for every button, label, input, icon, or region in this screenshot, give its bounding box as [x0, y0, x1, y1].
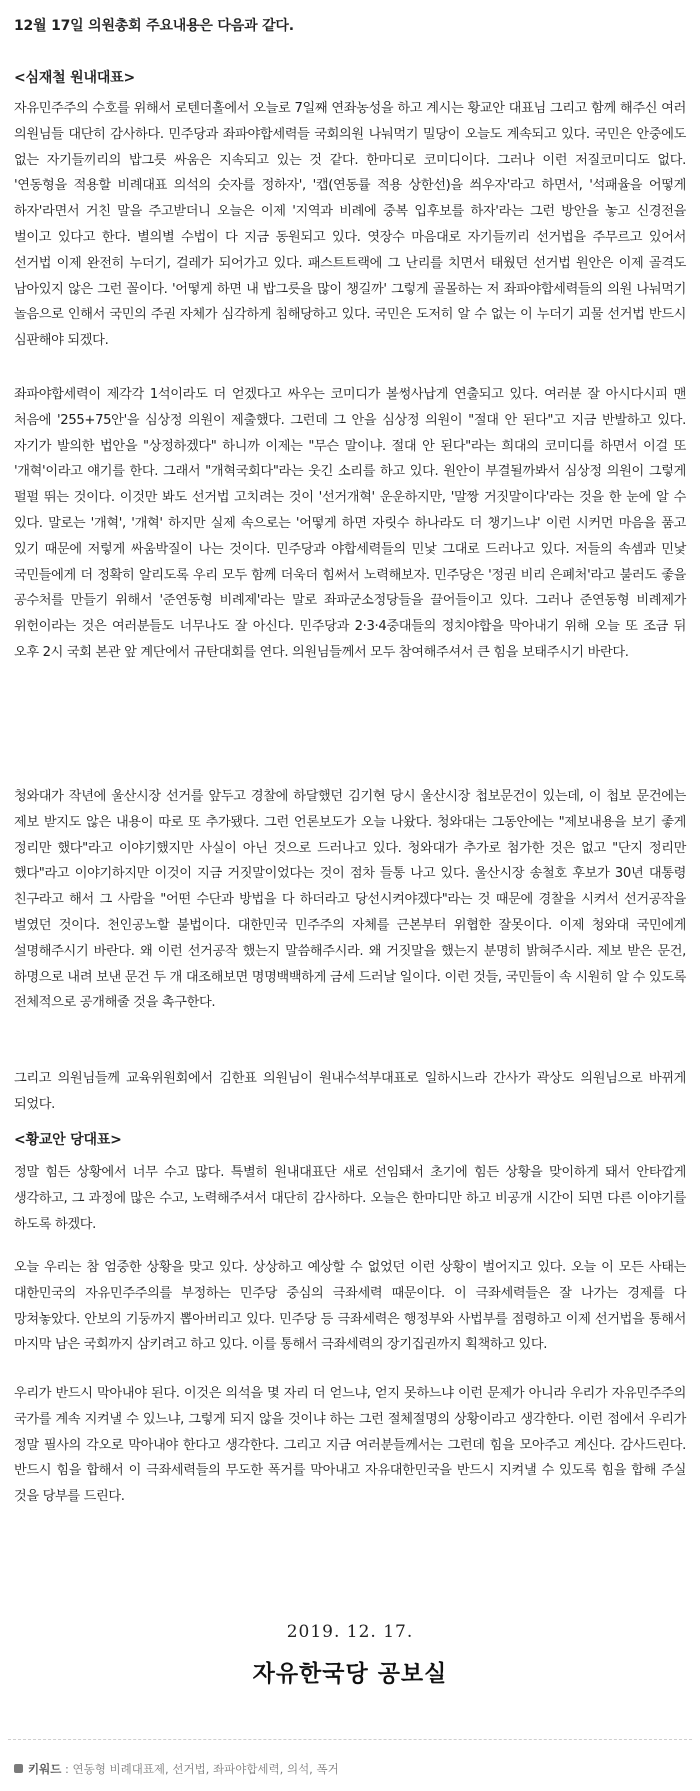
- shim-paragraph-4: 그리고 의원님들께 교육위원회에서 김한표 의원님이 원내수석부대표로 일하시느라 간사가 곽상도 의원님으로 바뀌게 되었다.: [14, 1071, 686, 1112]
- section-heading-shim: <심재철 원내대표>: [14, 70, 136, 86]
- footer-divider: [8, 1739, 692, 1740]
- intro-line: 12월 17일 의원총회 주요내용은 다음과 같다.: [14, 18, 294, 34]
- hwang-paragraph-3: 우리가 반드시 막아내야 된다. 이것은 의석을 몇 자리 더 얻느냐, 얻지 못하느냐 이런 문제가 아니라 우리가 자유민주주의 국가를 계속 지켜낼 수 있느냐, 그렇게 되지 않을 것이냐 하는 그런 절체절명의 상황이라고 생각한다. 이런 점에서 우리가 정말 필사의 각오로 막아내야 한다고 생각한다. 그리고 지금 여러분들께서는 그런데 힘을 모아주고 계신다. 감사드린다. 반드시 힘을 합해서 이 극좌세력들의 무도한 폭거를 막아내고 자유대한민국을 반드시 지켜낼 수 있도록 힘을 합해 주실 것을 당부를 드린다.: [14, 1386, 686, 1505]
- hwang-paragraph-2: 오늘 우리는 참 엄중한 상황을 맞고 있다. 상상하고 예상할 수 없었던 이런 상황이 벌어지고 있다. 오늘 이 모든 사태는 대한민국의 자유민주주의를 부정하는 민주당 중심의 극좌세력 때문이다. 이 극좌세력들은 잘 나가는 경제를 다 망쳐놓았다. 안보의 기둥까지 뽑아버리고 있다. 민주당 등 극좌세력은 행정부와 사법부를 점령하고 이제 선거법을 통해서 마지막 남은 국회까지 삼키려고 하고 있다. 이를 통해서 극좌세력의 장기집권까지 획책하고 있다.: [14, 1260, 686, 1353]
- tag-icon: [14, 1764, 23, 1773]
- issuing-office: 자유한국당 공보실: [252, 1661, 448, 1687]
- shim-paragraph-2: 좌파야합세력이 제각각 1석이라도 더 얻겠다고 싸우는 코미디가 볼썽사납게 연출되고 있다. 여러분 잘 아시다시피 맨 처음에 '255+75안'을 심상정 의원이 제출했다. 그런데 그 안을 심상정 의원이 "절대 안 된다"고 지금 반발하고 있다. 자기가 발의한 법안을 "상정하겠다" 하니까 이제는 "무슨 말이냐. 절대 안 된다"라는 희대의 코미디를 하면서 이걸 또 '개혁'이라고 얘기를 한다. 그래서 "개혁국회다"라는 웃긴 소리를 하고 있다. 원안이 부결될까봐서 심상정 의원이 그렇게 펄펄 뛰는 것이다. 이것만 봐도 선거법 고치려는 것이 '선거개혁' 운운하지만, '말짱 거짓말이다'라는 것을 한 눈에 알 수 있다. 말로는 '개혁', '개혁' 하지만 실제 속으로는 '어떻게 하면 자릿수 하나라도 더 챙기느냐' 이런 시커먼 마음을 품고 있기 때문에 저렇게 싸움박질이 나는 것이다. 민주당과 야합세력들의 민낯 그대로 드러나고 있다. 저들의 속셈과 민낯 국민들에게 더 정확히 알리도록 우리 모두 함께 더욱더 힘써서 노력해보자. 민주당은 '정권 비리 은폐처'라고 불러도 좋을 공수처를 만들기 위해서 '준연동형 비례제'라는 말로 좌파군소정당들을 끌어들이고 있다. 그러나 준연동형 비례제가 위헌이라는 것은 여러분들도 너무나도 잘 아신다. 민주당과 2·3·4중대들의 정치야합을 막아내기 위해 오늘 또 조금 뒤 오후 2시 국회 본관 앞 계단에서 규탄대회를 연다. 의원님들께서 모두 참여해주셔서 큰 힘을 보태주시기 바란다.: [14, 387, 686, 660]
- release-date: 2019. 12. 17.: [286, 1622, 414, 1642]
- shim-paragraph-3: 청와대가 작년에 울산시장 선거를 앞두고 경찰에 하달했던 김기현 당시 울산시장 첩보문건이 있는데, 이 첩보 문건에는 제보 받지도 않은 내용이 따로 또 추가됐다. 그런 언론보도가 오늘 나왔다. 청와대는 그동안에는 "제보내용을 보기 좋게 정리만 했다"라고 이야기했지만 사실이 아닌 것으로 드러나고 있다. 청와대가 추가로 첨가한 것은 없고 "단지 정리만 했다"라고 이야기하지만 이것이 지금 거짓말이었다는 것이 점차 들통 나고 있다. 울산시장 송철호 후보가 30년 대통령 친구라고 해서 그 사람을 "어떤 수단과 방법을 다 하더라고 당선시켜야겠다"라는 것 때문에 경찰을 시켜서 선거공작을 벌였던 것이다. 천인공노할 불법이다. 대한민국 민주주의 자체를 근본부터 위협한 잘못이다. 이제 청와대 국민에게 설명해주시기 바란다. 왜 이런 선거공작 했는지 말씀해주시라. 왜 거짓말을 했는지 분명히 밝혀주시라. 제보 받은 문건, 하명으로 내려 보낸 문건 두 개 대조해보면 명명백백하게 금세 드러날 일이다. 이런 것들, 국민들이 속 시원히 알 수 있도록 전체적으로 공개해줄 것을 촉구한다.: [14, 789, 686, 1011]
- keywords-list: : 연동형 비례대표제, 선거법, 좌파야합세력, 의석, 폭거: [64, 1762, 339, 1776]
- section-heading-hwang: <황교안 당대표>: [14, 1132, 122, 1148]
- keywords-row: [14, 1760, 339, 1778]
- hwang-paragraph-1: 정말 힘든 상황에서 너무 수고 많다. 특별히 원내대표단 새로 선임돼서 초기에 힘든 상황을 맞이하게 돼서 안타깝게 생각하고, 그 과정에 많은 수고, 노력해주셔서 대단히 감사하다. 오늘은 한마디만 하고 비공개 시간이 되면 다른 이야기를 하도록 하겠다.: [14, 1165, 686, 1232]
- shim-paragraph-1: 자유민주주의 수호를 위해서 로텐더홀에서 오늘로 7일째 연좌농성을 하고 계시는 황교안 대표님 그리고 함께 해주신 여러 의원님들 대단히 감사하다. 민주당과 좌파야합세력들 국회의원 나눠먹기 밀당이 오늘도 계속되고 있다. 국민은 안중에도 없는 자기들끼리의 밥그릇 싸움은 지속되고 있는 것 같다. 한마디로 코미디이다. 그러나 이런 저질코미디도 없다. '연동형을 적용할 비례대표 의석의 숫자를 정하자', '캡(연동률 적용 상한선)을 씌우자'라고 하면서, '석패율을 어떻게 하자'라면서 거친 말을 주고받더니 오늘은 이제 '지역과 비례에 중복 입후보를 하자'라는 그런 방안을 놓고 신경전을 벌이고 있다고 한다. 별의별 수법이 다 지금 동원되고 있다. 엿장수 마음대로 자기들끼리 선거법을 주무르고 있어서 선거법 이제 완전히 누더기, 걸레가 되어가고 있다. 패스트트랙에 그 난리를 치면서 태웠던 선거법 원안은 이제 골격도 남아있지 않은 그런 꼴이다. '어떻게 하면 내 밥그릇을 많이 챙길까' 그렇게 골몰하는 저 좌파야합세력들의 의원 나눠먹기 놀음으로 인해서 국민의 주권 자체가 심각하게 침해당하고 있다. 국민은 도저히 알 수 없는 이 누더기 괴물 선거법 반드시 심판해야 되겠다.: [14, 101, 686, 349]
- keywords-label: 키워드: [28, 1762, 62, 1776]
